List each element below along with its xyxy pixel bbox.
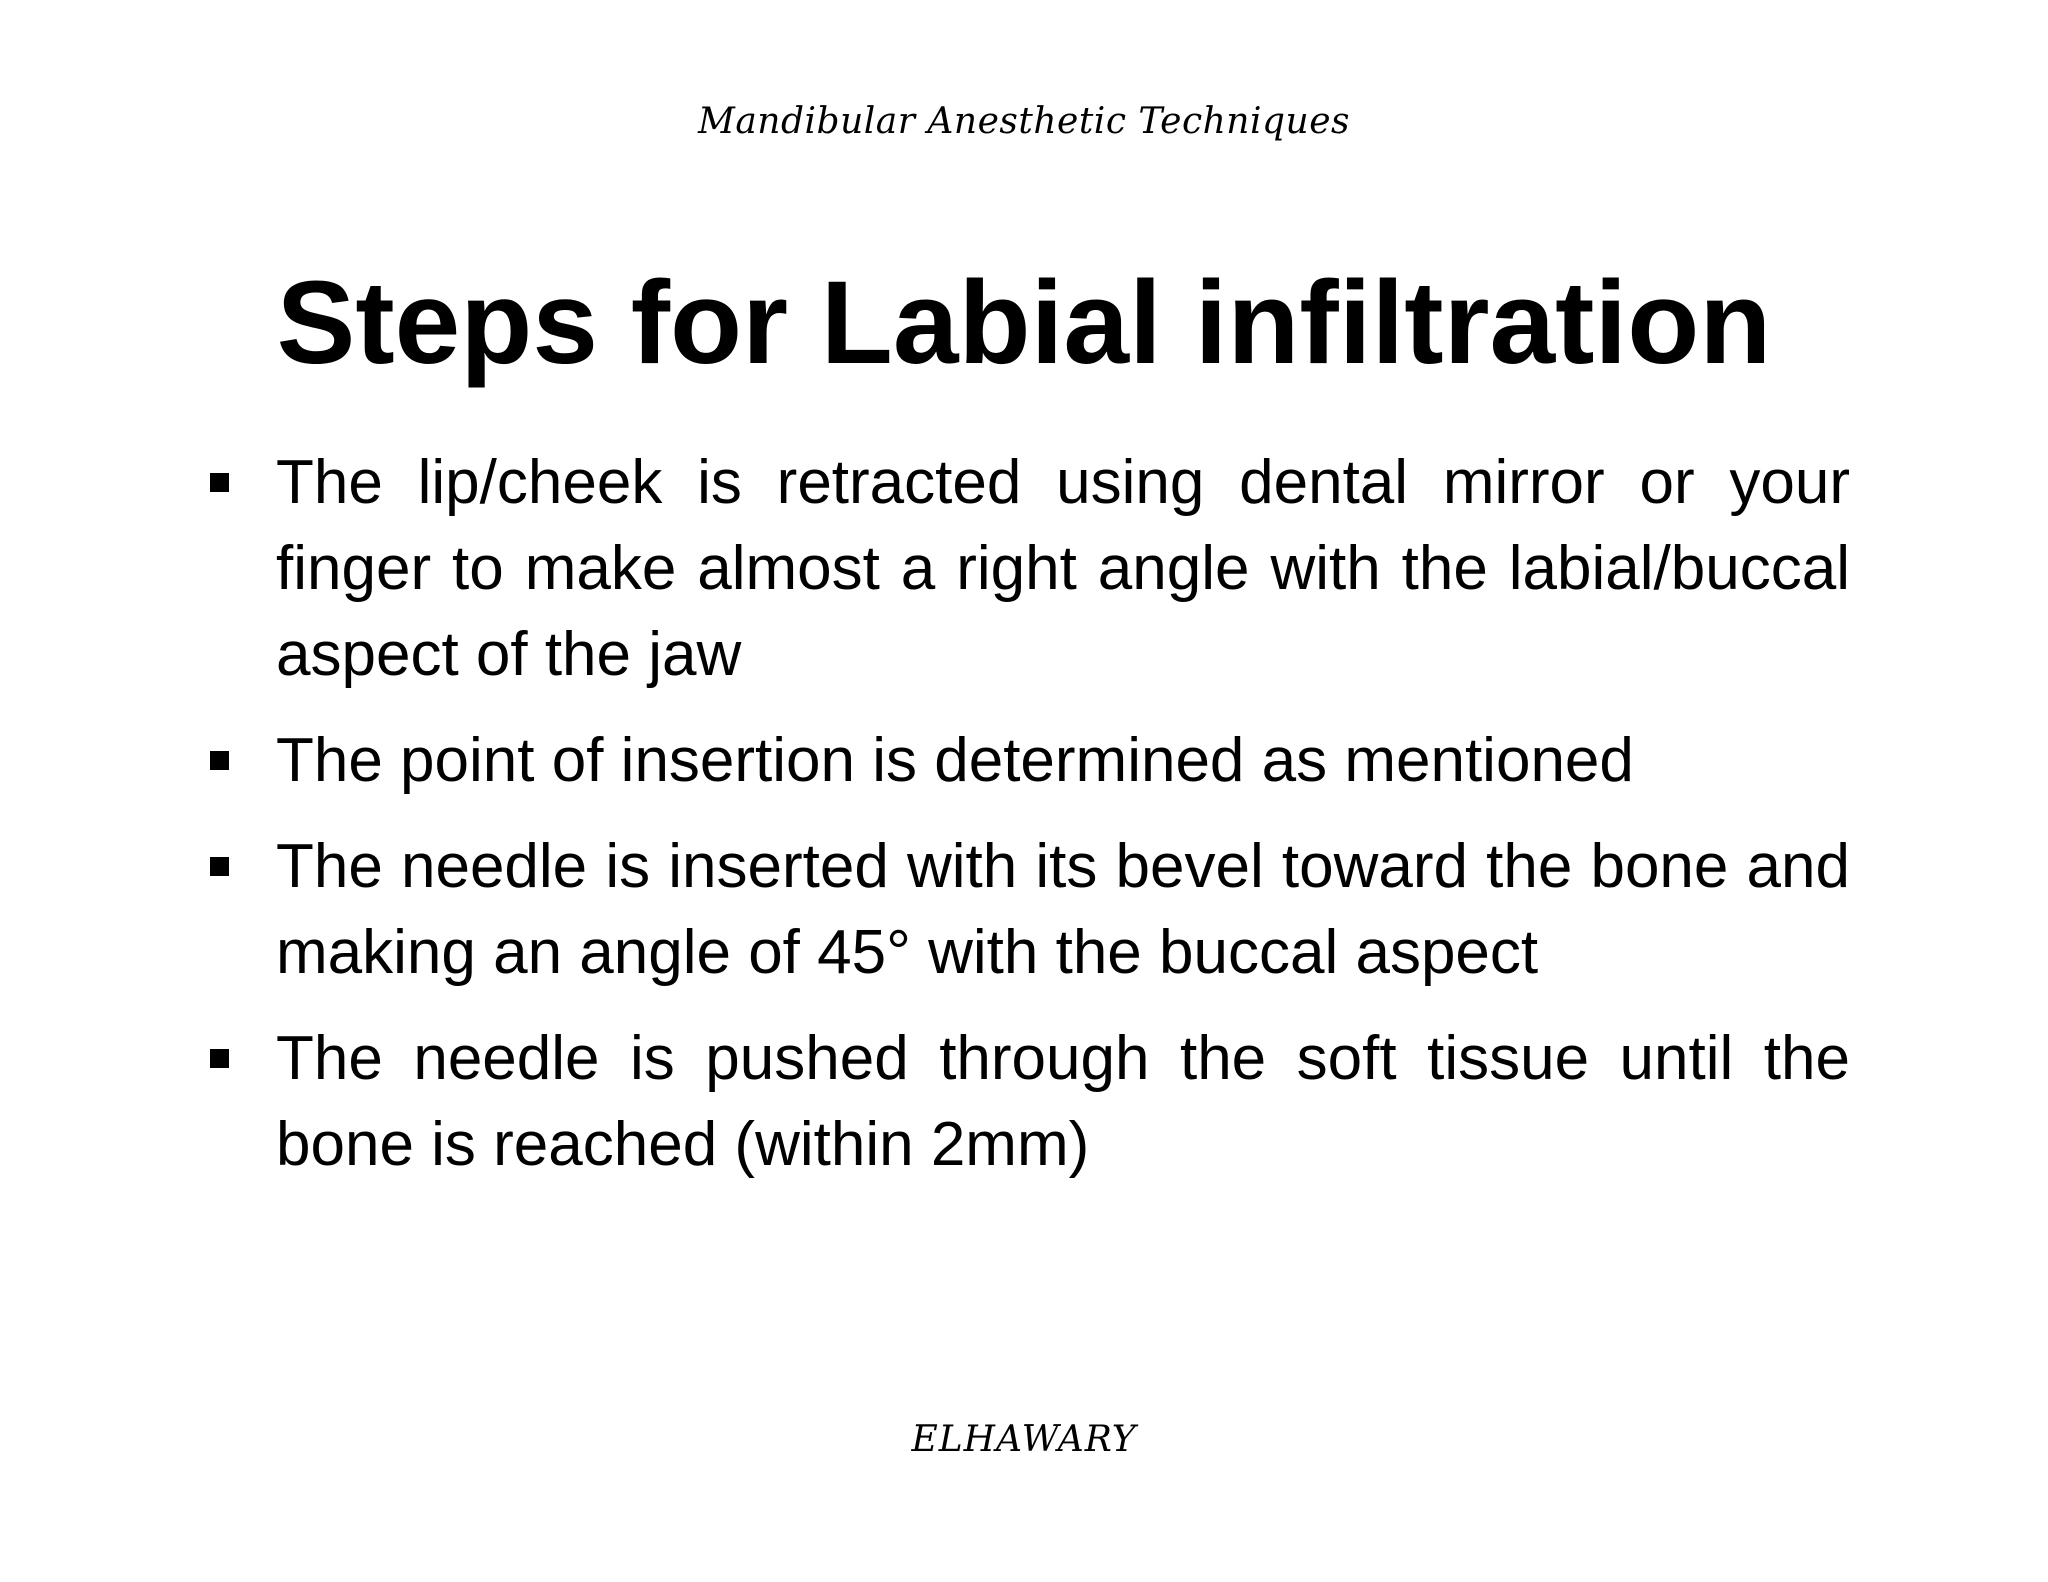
square-bullet-icon: [210, 857, 229, 876]
slide-title: Steps for Labial infiltration: [276, 257, 1772, 389]
running-header: Mandibular Anesthetic Techniques: [697, 101, 1350, 142]
bullet-text: The point of insertion is determined as mentioned: [276, 726, 1634, 795]
bullet-text: The needle is inserted with its bevel toward the bone and making an angle of 45° with the buccal aspect: [276, 832, 1850, 987]
list-item: [210, 824, 1850, 996]
footer-author: ELHAWARY: [911, 1419, 1137, 1460]
list-item: [210, 440, 1850, 698]
square-bullet-icon: [210, 1049, 229, 1068]
square-bullet-icon: [210, 751, 229, 770]
bullet-text: The needle is pushed through the soft tissue until the bone is reached (within 2mm): [276, 1024, 1850, 1179]
list-item: [210, 1016, 1850, 1188]
bullet-text: The lip/cheek is retracted using dental mirror or your finger to make almost a right angle with the labial/buccal aspect of the jaw: [276, 448, 1850, 689]
square-bullet-icon: [210, 473, 229, 492]
list-item: [210, 718, 1850, 804]
bullet-list: [210, 440, 1850, 1208]
